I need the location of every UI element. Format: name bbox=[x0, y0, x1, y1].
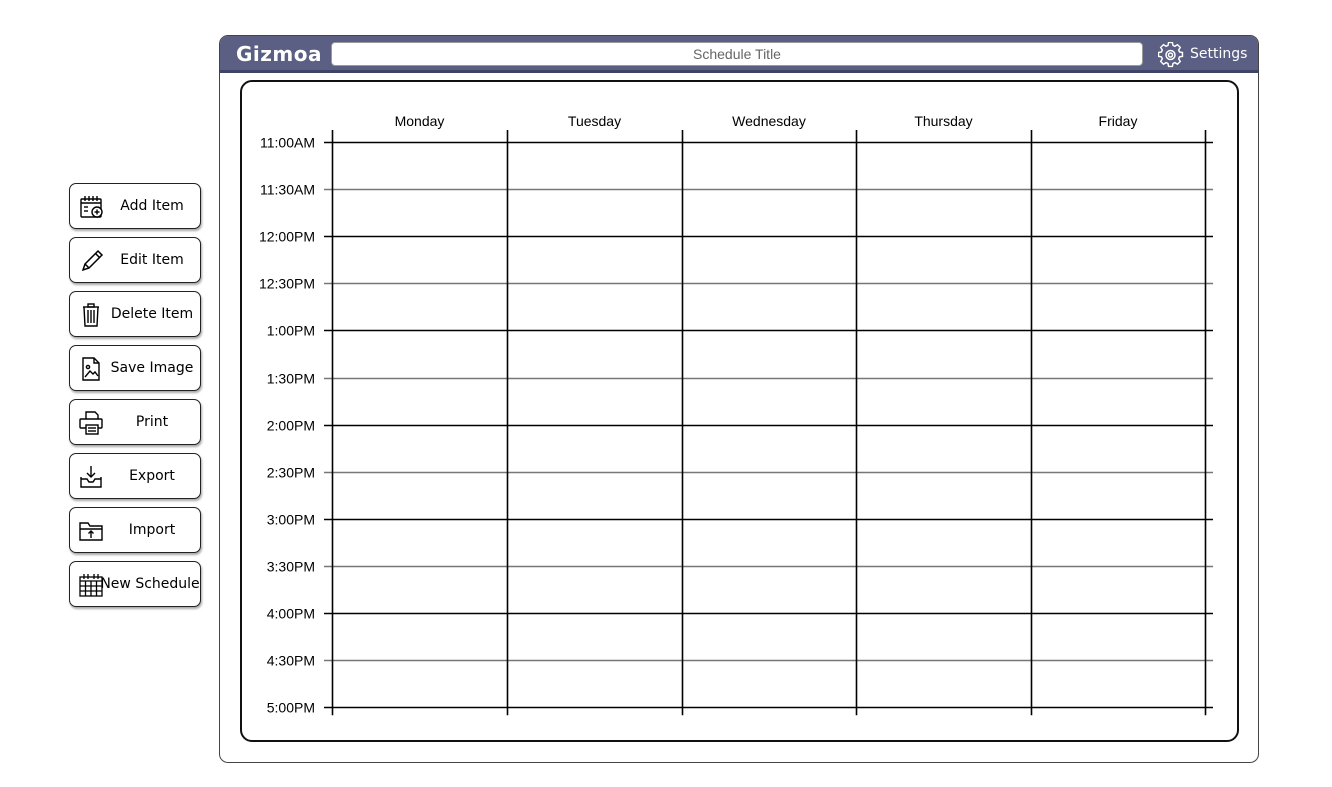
time-label: 2:30PM bbox=[266, 464, 315, 481]
edit-item-label: Edit Item bbox=[120, 252, 184, 268]
import-button[interactable] bbox=[69, 507, 201, 553]
print-label: Print bbox=[135, 414, 169, 430]
day-header: Monday bbox=[394, 113, 445, 129]
time-label: 2:00PM bbox=[266, 417, 315, 434]
inbox-download-icon bbox=[79, 464, 105, 490]
settings-label: Settings bbox=[1190, 46, 1248, 62]
folder-upload-icon bbox=[79, 518, 105, 544]
delete-item-label: Delete Item bbox=[110, 306, 194, 322]
day-header: Wednesday bbox=[732, 113, 806, 129]
delete-item-button[interactable] bbox=[69, 291, 201, 337]
time-label: 4:00PM bbox=[266, 605, 315, 622]
brand-logo: Gizmoa bbox=[236, 42, 322, 66]
add-item-button[interactable] bbox=[69, 183, 201, 229]
time-label: 4:30PM bbox=[266, 652, 315, 669]
day-header: Friday bbox=[1098, 113, 1138, 129]
pencil-icon bbox=[79, 248, 105, 274]
time-label: 12:00PM bbox=[258, 228, 315, 245]
time-label: 11:00AM bbox=[260, 134, 315, 151]
app-header bbox=[220, 36, 1258, 73]
day-header: Tuesday bbox=[567, 113, 622, 129]
time-label: 12:30PM bbox=[258, 275, 315, 292]
time-label: 5:00PM bbox=[266, 699, 315, 716]
time-label: 3:00PM bbox=[266, 511, 315, 528]
export-label: Export bbox=[129, 468, 175, 484]
trash-icon bbox=[79, 302, 105, 328]
gear-icon bbox=[1158, 42, 1184, 68]
schedule-title-input[interactable] bbox=[331, 42, 1143, 66]
new-schedule-label: New Schedule bbox=[100, 576, 200, 592]
time-label: 1:30PM bbox=[266, 370, 315, 387]
time-label: 11:30AM bbox=[260, 181, 315, 198]
schedule-window bbox=[219, 35, 1259, 763]
add-item-label: Add Item bbox=[120, 198, 184, 214]
time-label: 3:30PM bbox=[266, 558, 315, 575]
printer-icon bbox=[79, 410, 105, 436]
new-schedule-button[interactable] bbox=[69, 561, 201, 607]
import-label: Import bbox=[128, 522, 176, 538]
schedule-panel bbox=[240, 80, 1239, 742]
settings-button[interactable] bbox=[1158, 40, 1258, 68]
save-image-button[interactable] bbox=[69, 345, 201, 391]
edit-item-button[interactable] bbox=[69, 237, 201, 283]
image-file-icon bbox=[79, 356, 105, 382]
day-header: Thursday bbox=[914, 113, 973, 129]
save-image-label: Save Image bbox=[110, 360, 194, 376]
print-button[interactable] bbox=[69, 399, 201, 445]
schedule-grid bbox=[242, 82, 1237, 740]
export-button[interactable] bbox=[69, 453, 201, 499]
calendar-add-icon bbox=[79, 194, 105, 220]
time-label: 1:00PM bbox=[266, 322, 315, 339]
